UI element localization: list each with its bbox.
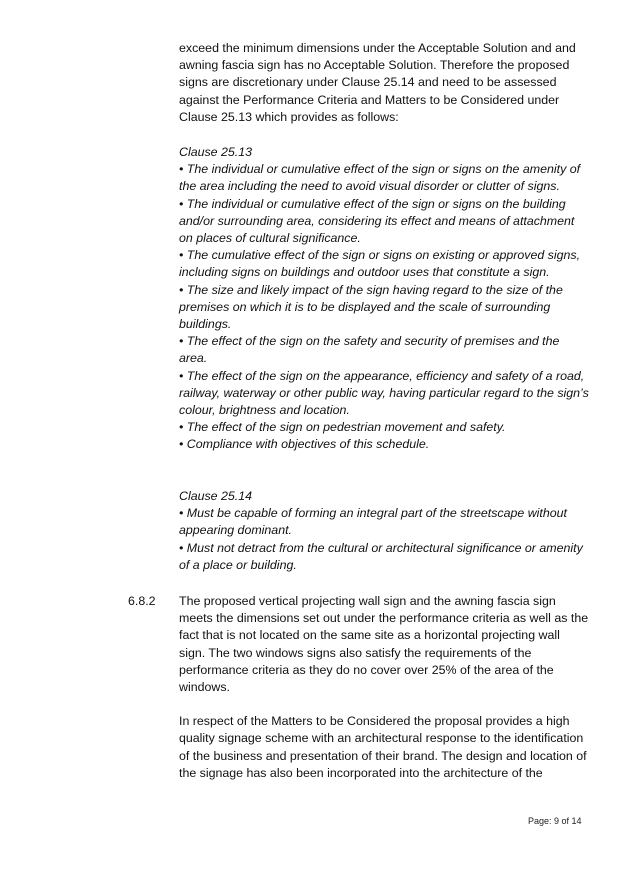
section-paragraph-2: In respect of the Matters to be Considered the proposal provides a high quality signage scheme with an architectural response to the identification of the business and presentation of their brand. The design and location of the signage has also been incorporated into the architecture of the: [179, 714, 587, 780]
clause-25-13-item-8: • Compliance with objectives of this schedule.: [179, 437, 430, 452]
intro-paragraph: exceed the minimum dimensions under the Acceptable Solution and and awning fascia sign has no Acceptable Solution. Therefore the proposed signs are discretionary under Clause 25.14 and need to be assessed against the Performance Criteria and Matters to be Considered under Clause 25.13 which provides as follows:: [179, 41, 576, 124]
clause-25-13-item-1: • The individual or cumulative effect of the sign or signs on the amenity of the area including the need to avoid visual disorder or clutter of signs.: [179, 162, 581, 194]
intro-block: [179, 40, 589, 126]
clause-25-13-item-6: • The effect of the sign on the appearance, efficiency and safety of a road, railway, waterway or other public way, having particular regard to the sign’s colour, brightness and location.: [179, 368, 589, 418]
clause-25-13-item-4: • The size and likely impact of the sign having regard to the size of the premises on which it is to be displayed and the scale of surrounding buildings.: [179, 282, 563, 332]
clause-25-13-block: [179, 144, 589, 454]
clause-25-14-item-2: • Must not detract from the cultural or architectural significance or amenity of a place or building.: [179, 540, 583, 572]
section-number: 6.8.2: [128, 594, 156, 608]
clause-25-13-item-5: • The effect of the sign on the safety and security of premises and the area.: [179, 334, 560, 366]
clause-25-14-block: [179, 488, 589, 574]
clause-25-13-item-7: • The effect of the sign on pedestrian movement and safety.: [179, 420, 506, 435]
clause-25-13-heading: Clause 25.13: [179, 145, 253, 159]
clause-25-14-item-1: • Must be capable of forming an integral part of the streetscape without appearing dominant.: [179, 506, 567, 538]
section-6-8-2-block: [179, 593, 589, 782]
clause-25-13-item-2: • The individual or cumulative effect of the sign or signs on the building and/or surrounding area, considering its effect and means of attachment on places of cultural significance.: [179, 196, 575, 246]
clause-25-14-heading: Clause 25.14: [179, 489, 253, 503]
clause-25-13-item-3: • The cumulative effect of the sign or signs on existing or approved signs, including signs on buildings and outdoor uses that constitute a sign.: [179, 248, 581, 280]
section-paragraph-1: The proposed vertical projecting wall sign and the awning fascia sign meets the dimensions set out under the performance criteria as well as the fact that is not located on the same site as a horizontal projecting wall sign. The two windows signs also satisfy the requirements of the performance criteria as they do no cover over 25% of the area of the windows.: [179, 594, 589, 695]
page-number: Page: 9 of 14: [528, 816, 582, 826]
